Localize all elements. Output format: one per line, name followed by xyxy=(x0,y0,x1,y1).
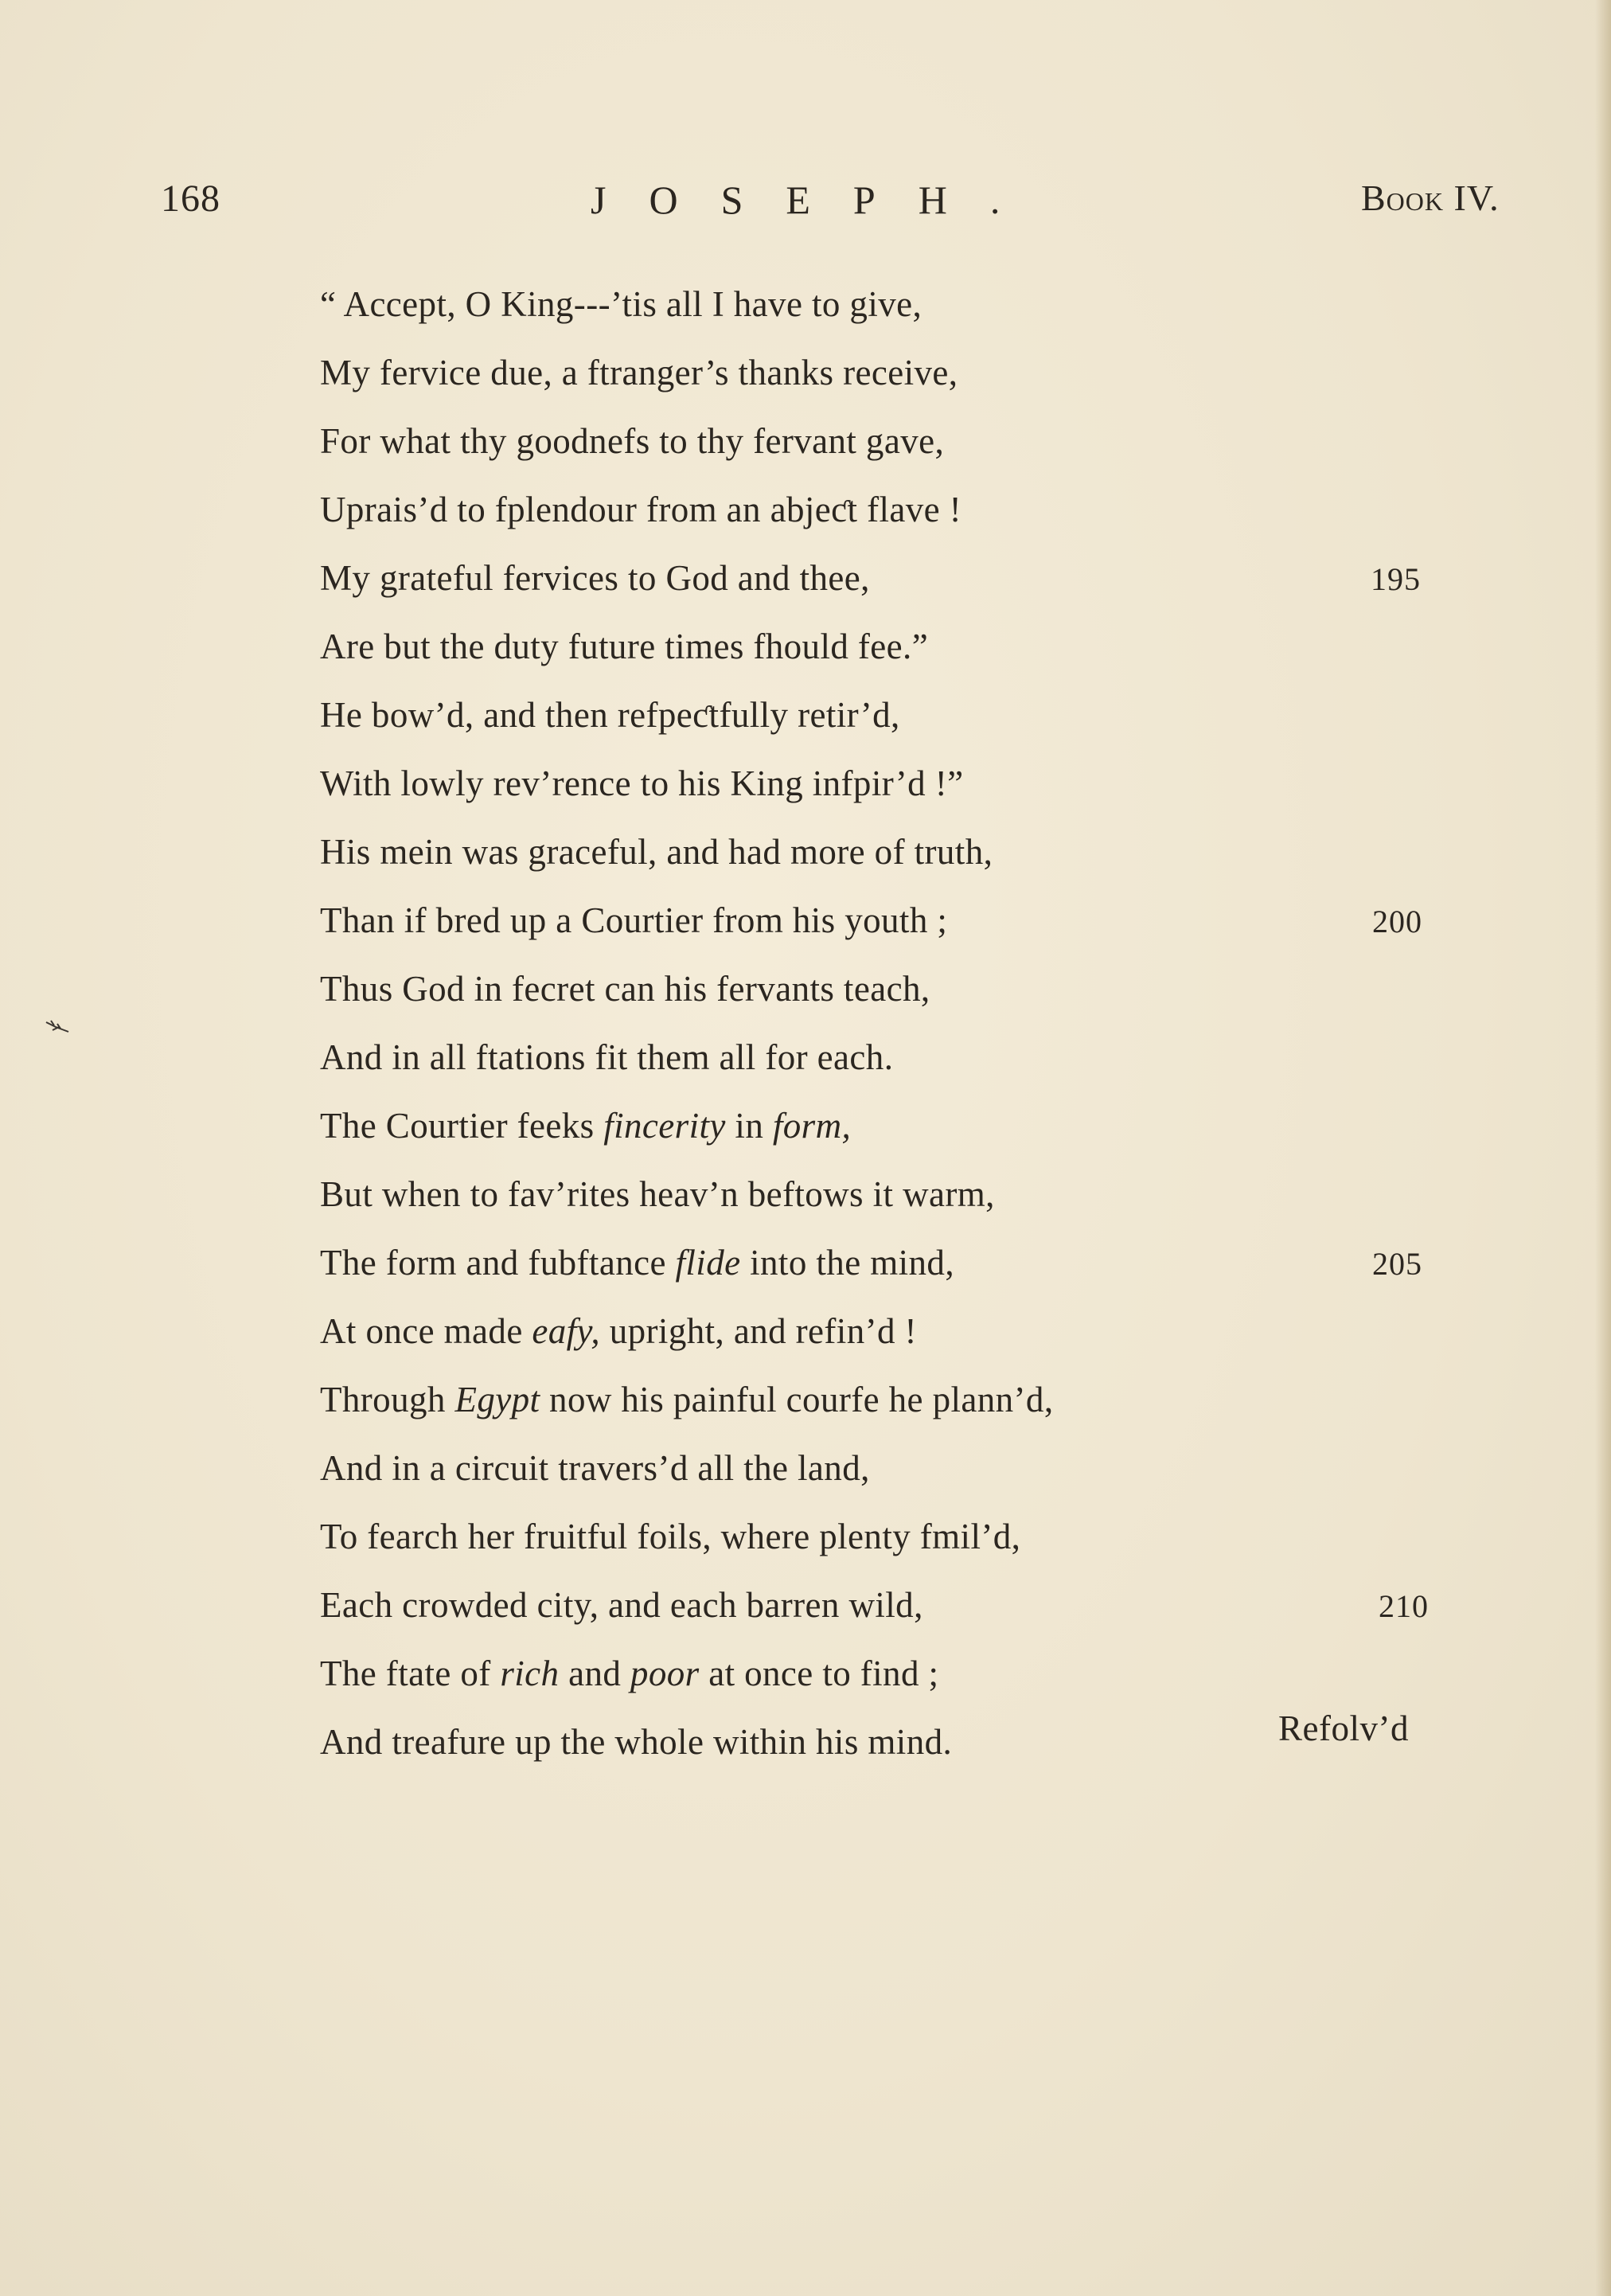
page-edge-shadow xyxy=(1595,0,1611,2296)
verse-italic: eafy, xyxy=(532,1311,601,1351)
verse-line: Than if bred up a Courtier from his youth ; xyxy=(320,900,948,940)
verse-line xyxy=(320,1656,938,1692)
verse-text: Through xyxy=(320,1380,455,1419)
verse-text: The form and fubftance xyxy=(320,1243,676,1283)
verse-text: The ftate of xyxy=(320,1654,501,1693)
verse-line: His mein was graceful, and had more of truth, xyxy=(320,832,993,872)
verse-line: Are but the duty future times fhould fee.” xyxy=(320,627,929,666)
verse-line: Uprais’d to fplendour from an abjeƈt flave ! xyxy=(320,490,962,529)
verse-line: And treafure up the whole within his mind. xyxy=(320,1722,953,1762)
line-number: 205 xyxy=(1372,1246,1422,1282)
verse-line: “ Accept, O King---’tis all I have to give, xyxy=(320,284,923,324)
page-header xyxy=(0,177,1611,248)
page-number: 168 xyxy=(161,178,220,220)
book-label: Book IV. xyxy=(1361,178,1500,218)
verse-text: At once made xyxy=(320,1311,532,1351)
line-number: 210 xyxy=(1379,1588,1429,1624)
verse-line: With lowly rev’rence to his King infpir’d !” xyxy=(320,763,964,803)
verse-line xyxy=(320,1382,1053,1418)
verse-text: and xyxy=(559,1654,630,1693)
verse-line: And in a circuit travers’d all the land, xyxy=(320,1448,870,1488)
verse-italic: poor xyxy=(630,1654,700,1693)
line-number: 200 xyxy=(1372,904,1422,939)
line-number: 195 xyxy=(1371,561,1421,597)
verse-line: And in all ftations fit them all for each. xyxy=(320,1037,894,1077)
verse-text: into the mind, xyxy=(740,1243,954,1283)
verse-line xyxy=(320,1311,917,1351)
verse-text: now his painful courfe he plann’d, xyxy=(540,1380,1054,1419)
verse-text: The Courtier feeks xyxy=(320,1106,604,1146)
insect-mark-icon xyxy=(45,1019,72,1035)
running-title: JOSEPH. xyxy=(591,178,1043,222)
verse-line: To fearch her fruitful foils, where plenty fmil’d, xyxy=(320,1517,1021,1556)
verse-line: Thus God in fecret can his fervants teach, xyxy=(320,969,930,1009)
verse-italic: rich xyxy=(500,1654,560,1693)
verse-italic: Egypt xyxy=(454,1380,540,1419)
verse-line: Each crowded city, and each barren wild, xyxy=(320,1585,923,1625)
verse-line xyxy=(320,1108,851,1144)
verse-italic: form, xyxy=(772,1106,852,1146)
verse-text: in xyxy=(725,1106,773,1146)
verse-text: at once to find ; xyxy=(699,1654,939,1693)
verse-line: My fervice due, a ftranger’s thanks receive, xyxy=(320,353,958,392)
verse-line: He bow’d, and then refpeƈtfully retir’d, xyxy=(320,695,900,735)
verse-italic: fincerity xyxy=(603,1106,726,1146)
verse-text: upright, and refin’d ! xyxy=(600,1311,917,1351)
verse-line: My grateful fervices to God and thee, xyxy=(320,558,870,598)
verse-italic: flide xyxy=(675,1243,741,1283)
catchword: Refolv’d xyxy=(1278,1708,1409,1748)
verse-line: For what thy goodnefs to thy fervant gave, xyxy=(320,421,945,461)
verse-line: But when to fav’rites heav’n beftows it warm, xyxy=(320,1174,995,1214)
verse-line xyxy=(320,1245,954,1281)
